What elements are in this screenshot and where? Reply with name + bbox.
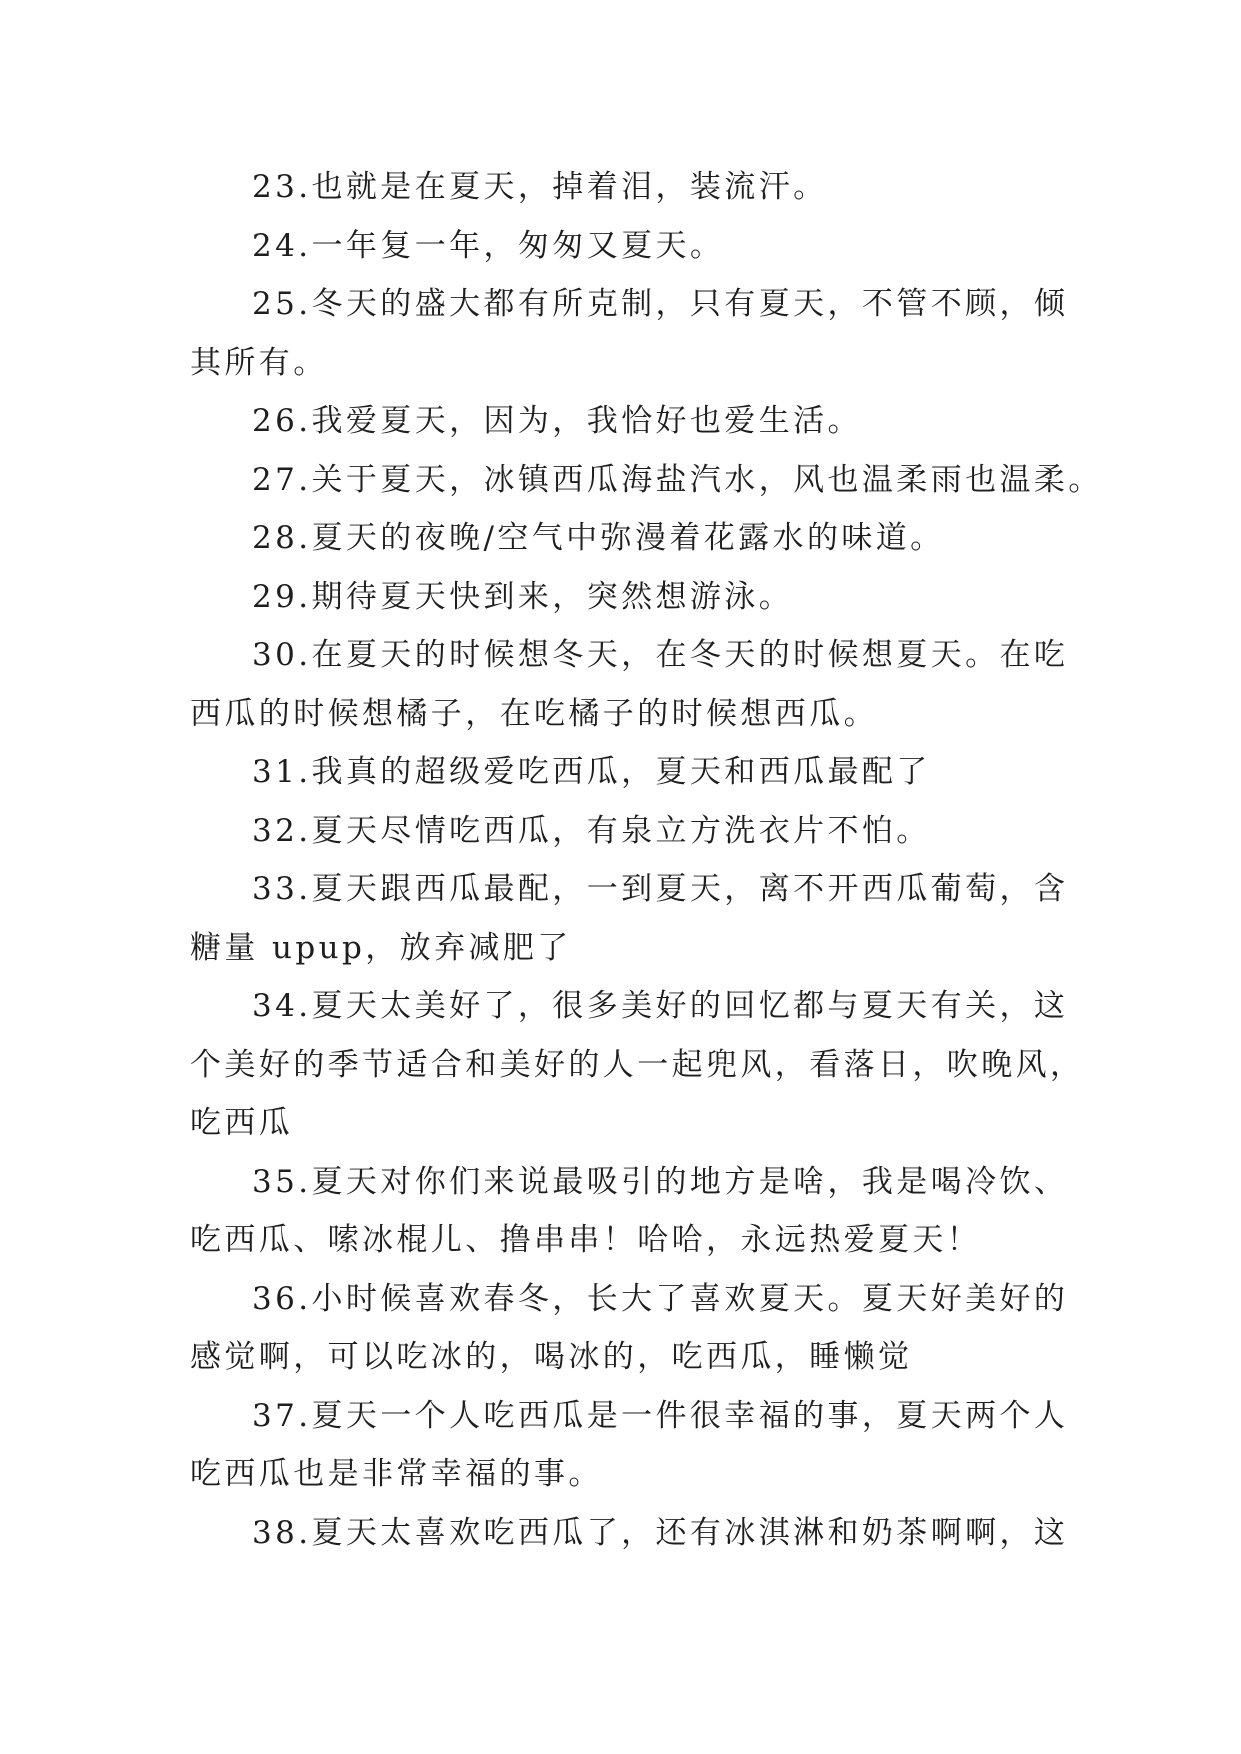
text-line: 26.我爱夏天，因为，我恰好也爱生活。 (252, 403, 862, 439)
text-line: 个美好的季节适合和美好的人一起兜风，看落日，吹晚风， (190, 1046, 1085, 1083)
text-line: 32.夏天尽情吃西瓜，有泉立方洗衣片不怕。 (252, 812, 931, 849)
text-line: 37.夏天一个人吃西瓜是一件很幸福的事，夏天两个人 (252, 1397, 1069, 1434)
text-line: 25.冬天的盛大都有所克制，只有夏天，不管不顾，倾 (252, 286, 1069, 322)
text-line: 27.关于夏天，冰镇西瓜海盐汽水，风也温柔雨也温柔。 (252, 461, 1103, 498)
text-line: 西瓜的时候想橘子，在吃橘子的时候想西瓜。 (190, 695, 878, 732)
text-line: 23.也就是在夏天，掉着泪，装流汗。 (252, 169, 828, 205)
text-line: 感觉啊，可以吃冰的，喝冰的，吃西瓜，睡懒觉 (190, 1339, 913, 1375)
text-line: 吃西瓜也是非常幸福的事。 (190, 1456, 603, 1492)
document-body (190, 158, 1103, 1562)
text-line: 糖量 upup，放弃减肥了 (190, 929, 572, 966)
text-line: 28.夏天的夜晚/空气中弥漫着花露水的味道。 (252, 520, 945, 556)
text-line: 35.夏天对你们来说最吸引的地方是啥，我是喝冷饮、 (252, 1163, 1069, 1200)
text-line: 38.夏天太喜欢吃西瓜了，还有冰淇淋和奶茶啊啊，这 (252, 1514, 1069, 1551)
text-line: 其所有。 (190, 344, 328, 381)
text-line: 24.一年复一年，匆匆又夏天。 (252, 227, 725, 264)
text-line: 29.期待夏天快到来，突然想游泳。 (252, 578, 794, 615)
text-line: 36.小时候喜欢春冬，长大了喜欢夏天。夏天好美好的 (252, 1280, 1069, 1317)
text-line: 吃西瓜 (190, 1105, 294, 1141)
text-line: 吃西瓜、嗦冰棍儿、撸串串！哈哈，永远热爱夏天！ (190, 1222, 982, 1258)
text-line: 33.夏天跟西瓜最配，一到夏天，离不开西瓜葡萄，含 (252, 871, 1069, 907)
text-line: 34.夏天太美好了，很多美好的回忆都与夏天有关，这 (252, 988, 1069, 1024)
text-line: 30.在夏天的时候想冬天，在冬天的时候想夏天。在吃 (252, 637, 1069, 673)
text-line: 31.我真的超级爱吃西瓜，夏天和西瓜最配了 (252, 754, 931, 790)
